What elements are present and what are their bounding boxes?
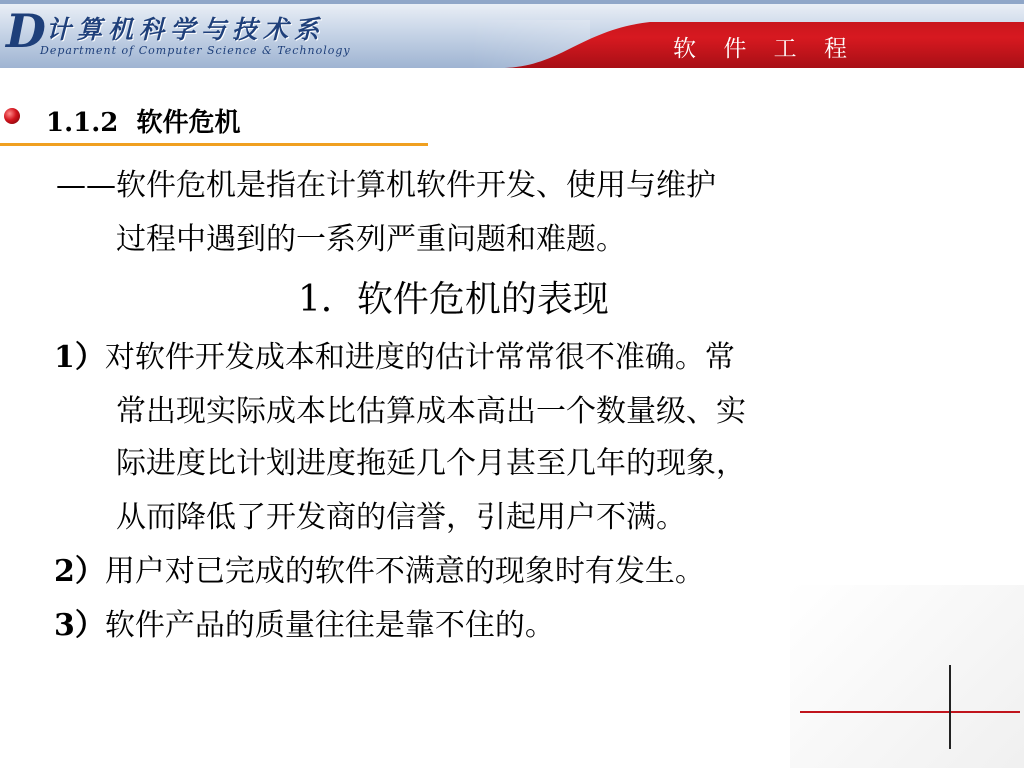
department-name-cn: 计算机科学与技术系 [46, 15, 326, 44]
list-item-3 [54, 608, 555, 644]
header-banner [0, 0, 1024, 68]
decorative-fade [790, 585, 1024, 768]
item-text: 对软件开发成本和进度的估计常常很不准确。常 [104, 340, 735, 375]
header-top-stripe [0, 0, 1024, 4]
definition-dash: —— [56, 168, 116, 203]
item-number: 1） [54, 340, 105, 375]
section-number: 1.1.2 [46, 108, 119, 138]
definition-text: 软件危机是指在计算机软件开发、使用与维护 [116, 168, 716, 203]
department-name-en: Department of Computer Science & Technology [40, 44, 351, 57]
department-logo: D [6, 4, 46, 58]
subheading: 1．软件危机的表现 [298, 279, 609, 320]
decorative-vertical-line [949, 665, 951, 749]
list-item-2 [54, 554, 705, 590]
list-item-1-continuation: 际进度比计划进度拖延几个月甚至几年的现象， [116, 446, 746, 481]
list-item-1 [54, 340, 735, 376]
item-number: 2） [54, 554, 105, 589]
section-underline [0, 143, 428, 146]
list-item-1-continuation: 常出现实际成本比估算成本高出一个数量级、实 [116, 394, 746, 429]
item-text: 用户对已完成的软件不满意的现象时有发生。 [104, 554, 705, 589]
item-text: 软件产品的质量往往是靠不住的。 [104, 608, 555, 643]
list-item-1-continuation: 从而降低了开发商的信誉，引起用户不满。 [116, 500, 686, 535]
definition-line: 过程中遇到的一系列严重问题和难题。 [116, 222, 626, 257]
course-title: 软 件 工 程 [673, 36, 857, 62]
item-number: 3） [54, 608, 105, 643]
definition-line [56, 168, 716, 204]
section-name: 软件危机 [136, 108, 241, 138]
decorative-horizontal-line [800, 711, 1020, 713]
section-title [46, 102, 241, 139]
bullet-icon [4, 108, 20, 124]
